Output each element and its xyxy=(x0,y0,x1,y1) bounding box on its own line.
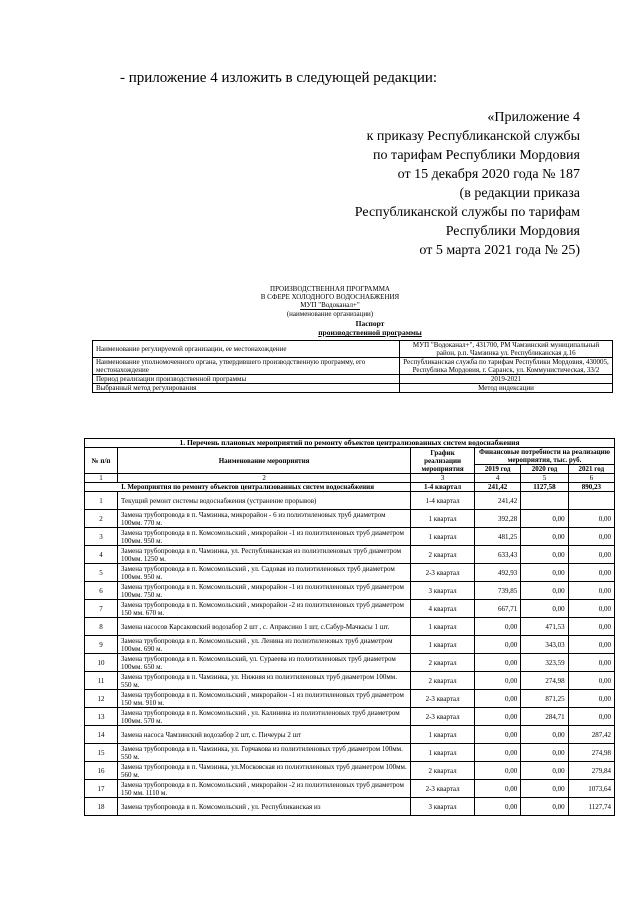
cell-num: 10 xyxy=(85,654,118,672)
cell-y2019: 0,00 xyxy=(475,636,521,654)
cell-y2019: 0,00 xyxy=(475,798,521,816)
cell-schedule: 2-3 квартал xyxy=(411,690,475,708)
passport-label: Наименование регулируемой организации, ее местонахождение xyxy=(93,341,400,358)
cell-name: Замена трубопровода в п. Чамзинка, ул. Нижняя из полиэтиленовых труб диаметром 100мм. 550 м. xyxy=(118,672,411,690)
cell-num: 4 xyxy=(85,546,118,564)
cell-y2021: 0,00 xyxy=(568,636,614,654)
table-row xyxy=(85,726,615,744)
cell-y2020: 0,00 xyxy=(521,762,568,780)
cell-num: 2 xyxy=(85,510,118,528)
cell-y2021: 0,00 xyxy=(568,672,614,690)
table-row xyxy=(85,708,615,726)
cell-name: Замена трубопровода в п. Комсомольский , микрорайон -1 из полиэтиленовых труб диаметром 100мм. 950 м. xyxy=(118,528,411,546)
cell-schedule: 2-3 квартал xyxy=(411,564,475,582)
cell-num: 16 xyxy=(85,762,118,780)
cell-y2020: 471,53 xyxy=(521,618,568,636)
appendix-line: «Приложение 4 xyxy=(487,110,580,125)
cell-y2020: 0,00 xyxy=(521,582,568,600)
cell-y2019: 0,00 xyxy=(475,672,521,690)
cell-num: 5 xyxy=(85,564,118,582)
program-title-line2: В СФЕРЕ ХОЛОДНОГО ВОДОСНАБЖЕНИЯ xyxy=(260,293,400,301)
cell-name: Текущий ремонт системы водоснабжения (устранение прорывов) xyxy=(118,492,411,510)
appendix-line: к приказу Республиканской службы xyxy=(366,129,580,144)
passport-row xyxy=(93,375,613,384)
appendix-line: (в редакции приказа xyxy=(459,186,580,201)
subsection-schedule: 1-4 квартал xyxy=(411,483,475,492)
cell-y2020: 323,59 xyxy=(521,654,568,672)
header-name: Наименование мероприятия xyxy=(118,448,411,474)
cell-schedule: 1 квартал xyxy=(411,618,475,636)
cell-y2020: 0,00 xyxy=(521,780,568,798)
table-row xyxy=(85,546,615,564)
cell-schedule: 1 квартал xyxy=(411,744,475,762)
cell-y2020: 871,25 xyxy=(521,690,568,708)
cell-y2020: 0,00 xyxy=(521,510,568,528)
cell-y2019: 667,71 xyxy=(475,600,521,618)
cell-y2020: 274,98 xyxy=(521,672,568,690)
passport-value: МУП "Водоканал+", 431700, РМ Чамзинский муниципальный район, р.п. Чамзинка ул. Республиканская д.16 xyxy=(400,341,613,358)
passport-value: Метод индексации xyxy=(400,384,613,393)
table-row xyxy=(85,618,615,636)
cell-y2020: 284,71 xyxy=(521,708,568,726)
program-title xyxy=(230,285,430,318)
cell-y2020: 0,00 xyxy=(521,600,568,618)
table-row xyxy=(85,582,615,600)
appendix-line: Республиканской службы по тарифам xyxy=(354,205,580,220)
cell-schedule: 1 квартал xyxy=(411,510,475,528)
cell-name: Замена трубопровода в п. Чамзинка, ул. Горчакова из полиэтиленовых труб диаметром 100мм. 550 м. xyxy=(118,744,411,762)
cell-y2021: 0,00 xyxy=(568,690,614,708)
table-row xyxy=(85,636,615,654)
intro-line: - приложение 4 изложить в следующей редакции: xyxy=(120,70,438,86)
cell-name: Замена трубопровода в п. Чамзинка, ул.Московская из полиэтиленовых труб диаметром 100мм. 560 м. xyxy=(118,762,411,780)
cell-y2021: 0,00 xyxy=(568,582,614,600)
cell-schedule: 2 квартал xyxy=(411,672,475,690)
cell-y2019: 0,00 xyxy=(475,780,521,798)
cell-y2019: 0,00 xyxy=(475,726,521,744)
cell-name: Замена трубопровода в п. Комсомольский , ул. Калинина из полиэтиленовых труб диаметром 100мм. 570 м. xyxy=(118,708,411,726)
cell-y2019: 392,28 xyxy=(475,510,521,528)
subsection-2020: 1127,58 xyxy=(521,483,568,492)
cell-y2021: 1073,64 xyxy=(568,780,614,798)
cell-y2021: 0,00 xyxy=(568,618,614,636)
cell-y2019: 0,00 xyxy=(475,744,521,762)
passport-row xyxy=(93,358,613,375)
cell-y2020: 0,00 xyxy=(521,744,568,762)
table-row xyxy=(85,798,615,816)
cell-name: Замена трубопровода в п. Комсомольский , микрорайон -1 из полиэтиленовых труб диаметром 100мм. 750 м. xyxy=(118,582,411,600)
cell-name: Замена трубопровода в п. Комсомольский , ул. Садовая из полиэтиленовых труб диаметром 100мм. 950 м. xyxy=(118,564,411,582)
cell-name: Замена трубопровода в п. Комсомольский , ул. Республиканская из xyxy=(118,798,411,816)
passport-row xyxy=(93,341,613,358)
cell-y2020: 0,00 xyxy=(521,726,568,744)
table-row xyxy=(85,780,615,798)
cell-name: Замена трубопровода в п. Комсомольский , ул. Ленина из полиэтиленовых труб диаметром 100мм. 690 м. xyxy=(118,636,411,654)
cell-y2019: 0,00 xyxy=(475,654,521,672)
table-row xyxy=(85,510,615,528)
passport-value: 2019-2021 xyxy=(400,375,613,384)
cell-y2020: 0,00 xyxy=(521,798,568,816)
cell-y2020: 0,00 xyxy=(521,528,568,546)
cell-num: 14 xyxy=(85,726,118,744)
appendix-line: по тарифам Республики Мордовия xyxy=(373,148,580,163)
cell-schedule: 2-3 квартал xyxy=(411,780,475,798)
cell-schedule: 3 квартал xyxy=(411,798,475,816)
passport-label: Наименование уполномоченного органа, утвердившего производственную программу, его местонахождение xyxy=(93,358,400,375)
cell-y2019: 0,00 xyxy=(475,690,521,708)
cell-num: 17 xyxy=(85,780,118,798)
subsection-title: I. Мероприятия по ремонту объектов централизованных систем водоснабжения xyxy=(85,483,411,492)
cell-schedule: 1 квартал xyxy=(411,726,475,744)
cell-y2019: 0,00 xyxy=(475,618,521,636)
header-2021: 2021 год xyxy=(568,465,614,474)
cell-y2021: 0,00 xyxy=(568,510,614,528)
cell-num: 12 xyxy=(85,690,118,708)
appendix-header xyxy=(355,108,580,260)
cell-y2020: 0,00 xyxy=(521,546,568,564)
passport-value: Республиканская служба по тарифам Республики Мордовия, 430005, Республика Мордовия, г. Саранск, ул. Коммунистическая, 33/2 xyxy=(400,358,613,375)
cell-name: Замена трубопровода в п. Чамзинка, ул. Республиканская из полиэтиленовых труб диаметром 100мм. 1250 м. xyxy=(118,546,411,564)
cell-num: 1 xyxy=(85,492,118,510)
cell-y2019: 492,93 xyxy=(475,564,521,582)
cell-y2019: 0,00 xyxy=(475,762,521,780)
cell-y2021: 287,42 xyxy=(568,726,614,744)
cell-name: Замена трубопровода в п. Чамзинка, микрорайон - 6 из полиэтиленовых труб диаметром 100мм. 770 м. xyxy=(118,510,411,528)
cell-y2021: 0,00 xyxy=(568,564,614,582)
passport-row xyxy=(93,384,613,393)
header-num: № п/п xyxy=(85,448,118,474)
cell-num: 18 xyxy=(85,798,118,816)
passport-label: Период реализации производственной программы xyxy=(93,375,400,384)
cell-y2019: 481,25 xyxy=(475,528,521,546)
table-row xyxy=(85,762,615,780)
table-row xyxy=(85,600,615,618)
cell-name: Замена трубопровода в п. Комсомольский , микрорайон -2 из полиэтиленовых труб диаметром 150 мм. 1110 м. xyxy=(118,780,411,798)
table-row xyxy=(85,744,615,762)
cell-num: 6 xyxy=(85,582,118,600)
table-row xyxy=(85,492,615,510)
cell-y2019: 0,00 xyxy=(475,708,521,726)
cell-num: 15 xyxy=(85,744,118,762)
cell-name: Замена насоса Чамзинский водозабор 2 шт, с. Пичеуры 2 шт xyxy=(118,726,411,744)
table-row xyxy=(85,564,615,582)
cell-y2019: 633,43 xyxy=(475,546,521,564)
program-org-caption: (наименование организации) xyxy=(286,310,374,318)
passport-label: Выбранный метод регулирования xyxy=(93,384,400,393)
table-row xyxy=(85,672,615,690)
header-2020: 2020 год xyxy=(521,465,568,474)
program-org: МУП "Водоканал+" xyxy=(300,301,360,309)
appendix-line: от 15 декабря 2020 года № 187 xyxy=(397,167,580,182)
cell-schedule: 1 квартал xyxy=(411,636,475,654)
cell-name: Замена трубопровода в п. Комсомольский , микрорайон -2 из полиэтиленовых труб диаметром 150 мм. 670 м. xyxy=(118,600,411,618)
measures-section-title: 1. Перечень плановых мероприятий по ремонту объектов централизованных систем водоснабжения xyxy=(85,439,615,448)
appendix-line: от 5 марта 2021 года № 25) xyxy=(419,243,580,258)
cell-schedule: 2-3 квартал xyxy=(411,708,475,726)
passport-subtitle: производственной программы xyxy=(318,328,422,337)
cell-y2021 xyxy=(568,492,614,510)
cell-name: Замена трубопровода в п. Комсомольский , микрорайон -1 из полиэтиленовых труб диаметром 150 мм. 910 м. xyxy=(118,690,411,708)
cell-y2021: 1127,74 xyxy=(568,798,614,816)
cell-name: Замена трубопровода в п. Комсомольский, ул. Сураеева из полиэтиленовых труб диаметром 100мм. 650 м. xyxy=(118,654,411,672)
passport-table xyxy=(92,340,613,393)
cell-num: 8 xyxy=(85,618,118,636)
cell-schedule: 4 квартал xyxy=(411,600,475,618)
cell-schedule: 2 квартал xyxy=(411,762,475,780)
header-schedule: График реализации мероприятия xyxy=(411,448,475,474)
cell-num: 3 xyxy=(85,528,118,546)
subsection-2019: 241,42 xyxy=(475,483,521,492)
cell-y2021: 0,00 xyxy=(568,654,614,672)
cell-y2021: 274,98 xyxy=(568,744,614,762)
table-row xyxy=(85,528,615,546)
cell-y2021: 0,00 xyxy=(568,600,614,618)
cell-schedule: 1 квартал xyxy=(411,528,475,546)
subsection-2021: 890,23 xyxy=(568,483,614,492)
cell-y2020: 343,03 xyxy=(521,636,568,654)
cell-y2021: 0,00 xyxy=(568,708,614,726)
table-row xyxy=(85,654,615,672)
cell-name: Замена насосов Карсаковский водозабор 2 шт , с. Апраксино 1 шт, с.Сабур-Мачкасы 1 шт. xyxy=(118,618,411,636)
cell-y2021: 0,00 xyxy=(568,528,614,546)
cell-num: 11 xyxy=(85,672,118,690)
cell-y2021: 0,00 xyxy=(568,546,614,564)
cell-num: 7 xyxy=(85,600,118,618)
cell-schedule: 3 квартал xyxy=(411,582,475,600)
cell-schedule: 2 квартал xyxy=(411,546,475,564)
cell-schedule: 2 квартал xyxy=(411,654,475,672)
passport-title: Паспорт xyxy=(355,319,385,328)
appendix-line: Республики Мордовия xyxy=(445,224,580,239)
header-finance: Финансовые потребности на реализацию мероприятия, тыс. руб. xyxy=(475,448,615,465)
cell-y2021: 279,84 xyxy=(568,762,614,780)
cell-schedule: 1-4 квартал xyxy=(411,492,475,510)
cell-num: 9 xyxy=(85,636,118,654)
cell-num: 13 xyxy=(85,708,118,726)
cell-y2020: 0,00 xyxy=(521,564,568,582)
program-title-line1: ПРОИЗВОДСТВЕННАЯ ПРОГРАММА xyxy=(270,285,390,293)
cell-y2019: 241,42 xyxy=(475,492,521,510)
table-row xyxy=(85,690,615,708)
passport-heading xyxy=(100,319,640,337)
cell-y2020 xyxy=(521,492,568,510)
measures-table: 1. Перечень плановых мероприятий по ремонту объектов централизованных систем водоснабжения № п/п Наименование мероприятия График реализации мероприятия Финансовые потребности на реализацию мероприятия, тыс. руб. 2019 год 2020 год 2021 год 1 2 3 4 5 6 I. Мероприятия по ремонту объектов централизованных систем водоснабжения 1-4 квартал 241,42 1127,58 890,23 1 Текущий ремонт системы водоснабжения (устранение прорывов) 1-4 квартал 241,42 2 Замена трубопровода в п. Чамзинка, микрорайон - 6 из полиэтиленовых труб диаметром 100мм. 770 м. 1 квартал 392,28 0,00 0,00 3 Замена трубопровода в п. Комсомольский , микрорайон -1 из полиэтиленовых труб диаметром 100мм. 950 м. 1 квартал 481,25 0,00 0,00 4 Замена трубопровода в п. Чамзинка, ул. Республиканская из полиэтиленовых труб диаметром 100мм. 1250 м. 2 квартал 633,43 0,00 0,00 5 Замена трубопровода в п. Комсомольский , ул. Садовая из полиэтиленовых труб диаметром 100мм. 950 м. 2-3 квартал 492,93 0,00 0,00 6 Замена трубопровода в п. Комсомольский , микрорайон -1 из полиэтиленовых труб диаметром 100мм. 750 м. 3 квартал 739,85 0,00 0,00 7 Замена трубопровода в п. Комсомольский , микрорайон -2 из полиэтиленовых труб диаметром 150 мм. 670 м. 4 квартал 667,71 0,00 0,00 8 Замена насосов Карсаковский водозабор 2 шт , с. Апраксино 1 шт, с.Сабур-Мачкасы 1 шт. 1 квартал 0,00 471,53 0,00 9 Замена трубопровода в п. Комсомольский , ул. Ленина из полиэтиленовых труб диаметром 100мм. 690 м. 1 квартал 0,00 343,03 0,00 10 Замена трубопровода в п. Комсомольский, ул. Сураеева из полиэтиленовых труб диаметром 100мм. 650 м. 2 квартал 0,00 323,59 0,00 11 Замена трубопровода в п. Чамзинка, ул. Нижняя из полиэтиленовых труб диаметром 100мм. 550 м. 2 квартал 0,00 274,98 0,00 12 Замена трубопровода в п. Комсомольский , микрорайон -1 из полиэтиленовых труб диаметром 150 мм. 910 м. 2-3 квартал 0,00 871,25 0,00 13 Замена трубопровода в п. Комсомольский , ул. Калинина из полиэтиленовых труб диаметром 100мм. 570 м. 2-3 квартал 0,00 284,71 0,00 14 Замена насоса Чамзинский водозабор 2 шт, с. Пичеуры 2 шт 1 квартал 0,00 0,00 287,42 15 Замена трубопровода в п. Чамзинка, ул. Горчакова из полиэтиленовых труб диаметром 100мм. 550 м. 1 квартал 0,00 0,00 274,98 16 Замена трубопровода в п. Чамзинка, ул.Московская из полиэтиленовых труб диаметром 100мм. 560 м. 2 квартал 0,00 0,00 279,84 17 Замена трубопровода в п. Комсомольский , микрорайон -2 из полиэтиленовых труб диаметром 150 мм. 1110 м. 2-3 квартал 0,00 0,00 1073,64 18 Замена трубопровода в п. Комсомольский , ул. Республиканская из 3 квартал 0,00 0,00 1127,74 xyxy=(84,438,615,816)
cell-y2019: 739,85 xyxy=(475,582,521,600)
header-2019: 2019 год xyxy=(475,465,521,474)
